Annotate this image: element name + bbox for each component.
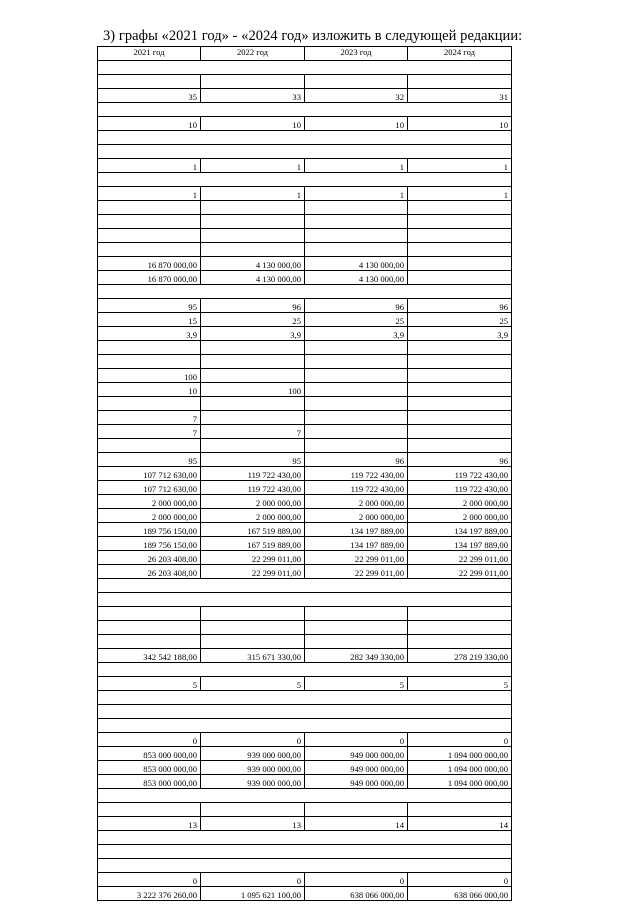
table-body xyxy=(98,61,512,901)
table-row xyxy=(98,607,512,621)
cell-2023: 0 xyxy=(305,733,408,747)
cell-2023: 25 xyxy=(305,313,408,327)
cell-2022: 0 xyxy=(201,733,305,747)
table-row xyxy=(98,257,512,271)
merged-cell xyxy=(98,131,512,145)
cell-2022: 95 xyxy=(201,453,305,467)
cell-2021: 107 712 630,00 xyxy=(98,481,201,495)
cell-2023: 2 000 000,00 xyxy=(305,495,408,509)
cell-2022: 167 519 889,00 xyxy=(201,537,305,551)
merged-cell xyxy=(98,145,512,159)
cell-2023: 96 xyxy=(305,453,408,467)
cell-2023: 119 722 430,00 xyxy=(305,467,408,481)
cell-2022 xyxy=(201,411,305,425)
cell-2021 xyxy=(98,607,201,621)
cell-2024: 278 219 330,00 xyxy=(408,649,512,663)
table-row xyxy=(98,481,512,495)
table-row xyxy=(98,775,512,789)
cell-2021: 15 xyxy=(98,313,201,327)
cell-2023 xyxy=(305,397,408,411)
cell-2022: 3,9 xyxy=(201,327,305,341)
cell-2022: 25 xyxy=(201,313,305,327)
merged-row xyxy=(98,789,512,803)
table-row xyxy=(98,243,512,257)
cell-2024 xyxy=(408,243,512,257)
cell-2021: 107 712 630,00 xyxy=(98,467,201,481)
cell-2023 xyxy=(305,439,408,453)
cell-2024 xyxy=(408,803,512,817)
cell-2023 xyxy=(305,215,408,229)
cell-2024 xyxy=(408,439,512,453)
cell-2021 xyxy=(98,803,201,817)
cell-2024: 638 066 000,00 xyxy=(408,887,512,901)
cell-2022 xyxy=(201,803,305,817)
cell-2024 xyxy=(408,201,512,215)
cell-2024: 2 000 000,00 xyxy=(408,495,512,509)
cell-2024 xyxy=(408,607,512,621)
table-row xyxy=(98,355,512,369)
cell-2024 xyxy=(408,271,512,285)
merged-cell xyxy=(98,719,512,733)
cell-2023: 4 130 000,00 xyxy=(305,271,408,285)
table-row xyxy=(98,761,512,775)
cell-2021: 189 756 150,00 xyxy=(98,537,201,551)
cell-2022 xyxy=(201,607,305,621)
cell-2021: 853 000 000,00 xyxy=(98,775,201,789)
cell-2023: 2 000 000,00 xyxy=(305,509,408,523)
cell-2023 xyxy=(305,635,408,649)
table-row xyxy=(98,439,512,453)
cell-2022: 33 xyxy=(201,89,305,103)
cell-2021: 13 xyxy=(98,817,201,831)
merged-cell xyxy=(98,705,512,719)
cell-2021: 16 870 000,00 xyxy=(98,271,201,285)
cell-2022: 96 xyxy=(201,299,305,313)
table-row xyxy=(98,747,512,761)
cell-2022 xyxy=(201,75,305,89)
cell-2021: 3 222 376 260,00 xyxy=(98,887,201,901)
cell-2024 xyxy=(408,257,512,271)
cell-2021: 100 xyxy=(98,369,201,383)
cell-2022: 119 722 430,00 xyxy=(201,467,305,481)
table-row xyxy=(98,425,512,439)
cell-2024: 119 722 430,00 xyxy=(408,481,512,495)
cell-2024: 31 xyxy=(408,89,512,103)
merged-cell xyxy=(98,103,512,117)
merged-row xyxy=(98,705,512,719)
cell-2021: 189 756 150,00 xyxy=(98,523,201,537)
table-row xyxy=(98,341,512,355)
cell-2023 xyxy=(305,355,408,369)
cell-2021 xyxy=(98,341,201,355)
table-row xyxy=(98,467,512,481)
cell-2023: 282 349 330,00 xyxy=(305,649,408,663)
merged-cell xyxy=(98,859,512,873)
cell-2024 xyxy=(408,341,512,355)
cell-2024: 0 xyxy=(408,733,512,747)
cell-2022: 4 130 000,00 xyxy=(201,257,305,271)
merged-row xyxy=(98,859,512,873)
cell-2022 xyxy=(201,215,305,229)
amendment-heading: 3) графы «2021 год» - «2024 год» изложить в следующей редакции: xyxy=(103,28,523,44)
merged-cell xyxy=(98,173,512,187)
cell-2021 xyxy=(98,635,201,649)
merged-cell xyxy=(98,845,512,859)
cell-2023: 1 xyxy=(305,187,408,201)
cell-2024: 1 094 000 000,00 xyxy=(408,761,512,775)
cell-2021: 35 xyxy=(98,89,201,103)
cell-2023: 22 299 011,00 xyxy=(305,565,408,579)
merged-row xyxy=(98,845,512,859)
merged-cell xyxy=(98,593,512,607)
cell-2022: 22 299 011,00 xyxy=(201,551,305,565)
merged-cell xyxy=(98,663,512,677)
merged-row xyxy=(98,103,512,117)
table-row xyxy=(98,215,512,229)
cell-2021: 7 xyxy=(98,411,201,425)
cell-2021: 0 xyxy=(98,873,201,887)
table-row xyxy=(98,621,512,635)
cell-2021 xyxy=(98,215,201,229)
cell-2023 xyxy=(305,607,408,621)
cell-2022 xyxy=(201,635,305,649)
column-header-2022: 2022 год xyxy=(201,47,305,61)
cell-2022: 5 xyxy=(201,677,305,691)
cell-2021: 16 870 000,00 xyxy=(98,257,201,271)
cell-2023 xyxy=(305,75,408,89)
cell-2021: 26 203 408,00 xyxy=(98,565,201,579)
cell-2023: 638 066 000,00 xyxy=(305,887,408,901)
cell-2022: 100 xyxy=(201,383,305,397)
cell-2021 xyxy=(98,439,201,453)
cell-2022: 939 000 000,00 xyxy=(201,761,305,775)
cell-2024: 2 000 000,00 xyxy=(408,509,512,523)
cell-2024 xyxy=(408,229,512,243)
cell-2022 xyxy=(201,229,305,243)
merged-row xyxy=(98,61,512,75)
cell-2022 xyxy=(201,439,305,453)
cell-2023: 134 197 889,00 xyxy=(305,523,408,537)
table-row xyxy=(98,635,512,649)
cell-2022: 167 519 889,00 xyxy=(201,523,305,537)
cell-2022 xyxy=(201,243,305,257)
merged-row xyxy=(98,719,512,733)
table-row xyxy=(98,383,512,397)
table-row xyxy=(98,299,512,313)
cell-2022: 2 000 000,00 xyxy=(201,495,305,509)
cell-2023: 32 xyxy=(305,89,408,103)
cell-2021 xyxy=(98,201,201,215)
cell-2024: 1 xyxy=(408,159,512,173)
table-row xyxy=(98,201,512,215)
table-row xyxy=(98,565,512,579)
table-row xyxy=(98,313,512,327)
cell-2024: 25 xyxy=(408,313,512,327)
table-row xyxy=(98,187,512,201)
cell-2024 xyxy=(408,397,512,411)
cell-2023 xyxy=(305,201,408,215)
merged-row xyxy=(98,579,512,593)
table-row xyxy=(98,551,512,565)
table-row xyxy=(98,523,512,537)
cell-2022: 7 xyxy=(201,425,305,439)
cell-2021: 95 xyxy=(98,299,201,313)
cell-2023: 4 130 000,00 xyxy=(305,257,408,271)
cell-2024: 22 299 011,00 xyxy=(408,551,512,565)
cell-2024 xyxy=(408,425,512,439)
cell-2023 xyxy=(305,425,408,439)
cell-2022: 1 095 621 100,00 xyxy=(201,887,305,901)
table-row xyxy=(98,369,512,383)
cell-2021: 10 xyxy=(98,117,201,131)
table-row xyxy=(98,803,512,817)
cell-2022: 0 xyxy=(201,873,305,887)
cell-2024 xyxy=(408,75,512,89)
column-header-2024: 2024 год xyxy=(408,47,512,61)
cell-2024: 0 xyxy=(408,873,512,887)
cell-2022: 22 299 011,00 xyxy=(201,565,305,579)
cell-2023 xyxy=(305,383,408,397)
column-header-2021: 2021 год xyxy=(98,47,201,61)
merged-row xyxy=(98,173,512,187)
merged-row xyxy=(98,145,512,159)
cell-2023: 22 299 011,00 xyxy=(305,551,408,565)
cell-2024 xyxy=(408,355,512,369)
cell-2023: 10 xyxy=(305,117,408,131)
cell-2023: 3,9 xyxy=(305,327,408,341)
merged-row xyxy=(98,593,512,607)
cell-2023 xyxy=(305,341,408,355)
cell-2024: 14 xyxy=(408,817,512,831)
cell-2021: 2 000 000,00 xyxy=(98,495,201,509)
cell-2024: 10 xyxy=(408,117,512,131)
cell-2023: 949 000 000,00 xyxy=(305,775,408,789)
cell-2021: 3,9 xyxy=(98,327,201,341)
cell-2022: 13 xyxy=(201,817,305,831)
merged-row xyxy=(98,131,512,145)
table-row xyxy=(98,649,512,663)
cell-2022 xyxy=(201,397,305,411)
column-header-2023: 2023 год xyxy=(305,47,408,61)
cell-2023: 134 197 889,00 xyxy=(305,537,408,551)
merged-row xyxy=(98,691,512,705)
cell-2024: 5 xyxy=(408,677,512,691)
cell-2023 xyxy=(305,229,408,243)
table-row xyxy=(98,537,512,551)
table-row xyxy=(98,495,512,509)
cell-2021 xyxy=(98,355,201,369)
cell-2022: 2 000 000,00 xyxy=(201,509,305,523)
cell-2022: 119 722 430,00 xyxy=(201,481,305,495)
cell-2021: 853 000 000,00 xyxy=(98,761,201,775)
cell-2022: 1 xyxy=(201,159,305,173)
cell-2024: 1 094 000 000,00 xyxy=(408,775,512,789)
cell-2023 xyxy=(305,621,408,635)
table-row xyxy=(98,75,512,89)
merged-row xyxy=(98,831,512,845)
merged-row xyxy=(98,663,512,677)
merged-cell xyxy=(98,789,512,803)
cell-2023: 96 xyxy=(305,299,408,313)
cell-2022 xyxy=(201,355,305,369)
merged-row xyxy=(98,285,512,299)
cell-2024 xyxy=(408,411,512,425)
table-row xyxy=(98,453,512,467)
cell-2022: 4 130 000,00 xyxy=(201,271,305,285)
cell-2024: 134 197 889,00 xyxy=(408,537,512,551)
cell-2021: 5 xyxy=(98,677,201,691)
cell-2021: 0 xyxy=(98,733,201,747)
cell-2024: 96 xyxy=(408,453,512,467)
table-row xyxy=(98,509,512,523)
table-row xyxy=(98,271,512,285)
cell-2023 xyxy=(305,369,408,383)
cell-2024 xyxy=(408,383,512,397)
cell-2021: 10 xyxy=(98,383,201,397)
cell-2021: 95 xyxy=(98,453,201,467)
table-row xyxy=(98,817,512,831)
cell-2022: 10 xyxy=(201,117,305,131)
cell-2021: 1 xyxy=(98,187,201,201)
cell-2023: 949 000 000,00 xyxy=(305,747,408,761)
cell-2022: 939 000 000,00 xyxy=(201,775,305,789)
table-row xyxy=(98,117,512,131)
cell-2024: 1 094 000 000,00 xyxy=(408,747,512,761)
cell-2021 xyxy=(98,229,201,243)
cell-2022 xyxy=(201,369,305,383)
cell-2021: 1 xyxy=(98,159,201,173)
table-row xyxy=(98,873,512,887)
cell-2021 xyxy=(98,621,201,635)
cell-2021 xyxy=(98,397,201,411)
table-row xyxy=(98,677,512,691)
cell-2021: 2 000 000,00 xyxy=(98,509,201,523)
table-row xyxy=(98,159,512,173)
cell-2023: 949 000 000,00 xyxy=(305,761,408,775)
cell-2024: 96 xyxy=(408,299,512,313)
cell-2024: 134 197 889,00 xyxy=(408,523,512,537)
cell-2023: 1 xyxy=(305,159,408,173)
cell-2024 xyxy=(408,215,512,229)
cell-2023: 119 722 430,00 xyxy=(305,481,408,495)
cell-2024 xyxy=(408,621,512,635)
cell-2022: 1 xyxy=(201,187,305,201)
cell-2021: 26 203 408,00 xyxy=(98,551,201,565)
cell-2022 xyxy=(201,341,305,355)
cell-2022 xyxy=(201,201,305,215)
cell-2022 xyxy=(201,621,305,635)
merged-cell xyxy=(98,285,512,299)
merged-cell xyxy=(98,579,512,593)
cell-2024 xyxy=(408,635,512,649)
table-header-row xyxy=(98,47,512,61)
merged-cell xyxy=(98,61,512,75)
cell-2021: 7 xyxy=(98,425,201,439)
cell-2023: 14 xyxy=(305,817,408,831)
cell-2024 xyxy=(408,369,512,383)
merged-cell xyxy=(98,691,512,705)
cell-2021 xyxy=(98,75,201,89)
table-row xyxy=(98,411,512,425)
budget-table xyxy=(97,46,512,901)
cell-2021 xyxy=(98,243,201,257)
table-row xyxy=(98,89,512,103)
table-row xyxy=(98,397,512,411)
table-row xyxy=(98,327,512,341)
table-row xyxy=(98,887,512,901)
table-row xyxy=(98,733,512,747)
merged-cell xyxy=(98,831,512,845)
cell-2023: 0 xyxy=(305,873,408,887)
cell-2022: 939 000 000,00 xyxy=(201,747,305,761)
cell-2024: 3,9 xyxy=(408,327,512,341)
cell-2021: 853 000 000,00 xyxy=(98,747,201,761)
cell-2024: 1 xyxy=(408,187,512,201)
cell-2021: 342 542 188,00 xyxy=(98,649,201,663)
cell-2023 xyxy=(305,411,408,425)
cell-2023: 5 xyxy=(305,677,408,691)
cell-2024: 119 722 430,00 xyxy=(408,467,512,481)
cell-2022: 315 671 330,00 xyxy=(201,649,305,663)
table-row xyxy=(98,229,512,243)
cell-2023 xyxy=(305,243,408,257)
cell-2023 xyxy=(305,803,408,817)
cell-2024: 22 299 011,00 xyxy=(408,565,512,579)
